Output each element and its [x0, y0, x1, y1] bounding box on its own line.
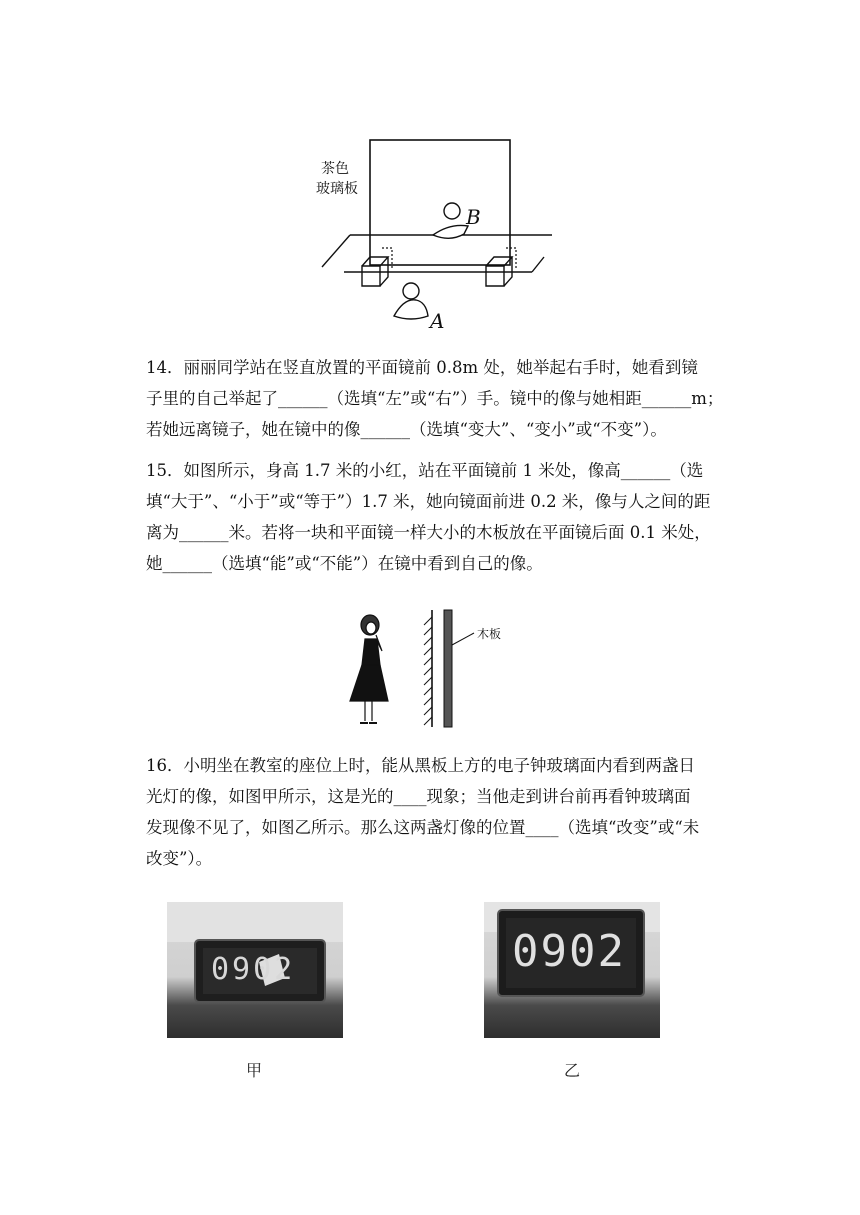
- q14-line3: 若她远离镜子，她在镜中的像______（选填“变大”、“变小”或“不变”）。: [146, 420, 667, 439]
- girl-figure: [350, 615, 388, 723]
- clock-photo-jia: [167, 902, 343, 1038]
- q15-line1: 15．如图所示，身高 1.7 米的小红，站在平面镜前 1 米处，像高______（选: [146, 461, 704, 480]
- label-a: A: [430, 309, 445, 333]
- q16-line3: 发现像不见了，如图乙所示。那么这两盏灯像的位置____（选填“改变”或“未: [146, 818, 700, 837]
- q16-line2: 光灯的像，如图甲所示，这是光的____现象；当他走到讲台前再看钟玻璃面: [146, 787, 691, 806]
- glass-label-line2: 玻璃板: [316, 181, 358, 197]
- q15-line3: 离为______米。若将一块和平面镜一样大小的木板放在平面镜后面 0.1 米处，: [146, 523, 711, 542]
- clock-photo-yi: [484, 902, 660, 1038]
- clock-digits-yi: 0902: [512, 926, 626, 977]
- question-15: [146, 455, 726, 579]
- q16-line4: 改变”）。: [146, 849, 213, 868]
- caption-yi: 乙: [564, 1061, 581, 1080]
- q14-line1: 14．丽丽同学站在竖直放置的平面镜前 0.8m 处，她举起右手时，她看到镜: [146, 358, 698, 377]
- question-16: [146, 750, 726, 874]
- q15-line2: 填“大于”、“小于”或“等于”）1.7 米，她向镜面前进 0.2 米，像与人之间的距: [146, 492, 711, 511]
- clock-digits-jia: 0902: [211, 952, 296, 987]
- label-b: B: [466, 205, 481, 229]
- q14-line2: 子里的自己举起了______（选填“左”或“右”）手。镜中的像与她相距______m；: [146, 389, 724, 408]
- caption-jia: 甲: [246, 1061, 263, 1080]
- glass-label-line1: 茶色: [321, 161, 349, 177]
- board-label: 木板: [477, 627, 502, 641]
- q16-line1: 16．小明坐在教室的座位上时，能从黑板上方的电子钟玻璃面内看到两盏日: [146, 756, 695, 775]
- q15-line4: 她______（选填“能”或“不能”）在镜中看到自己的像。: [146, 554, 543, 573]
- question-14: [146, 352, 726, 445]
